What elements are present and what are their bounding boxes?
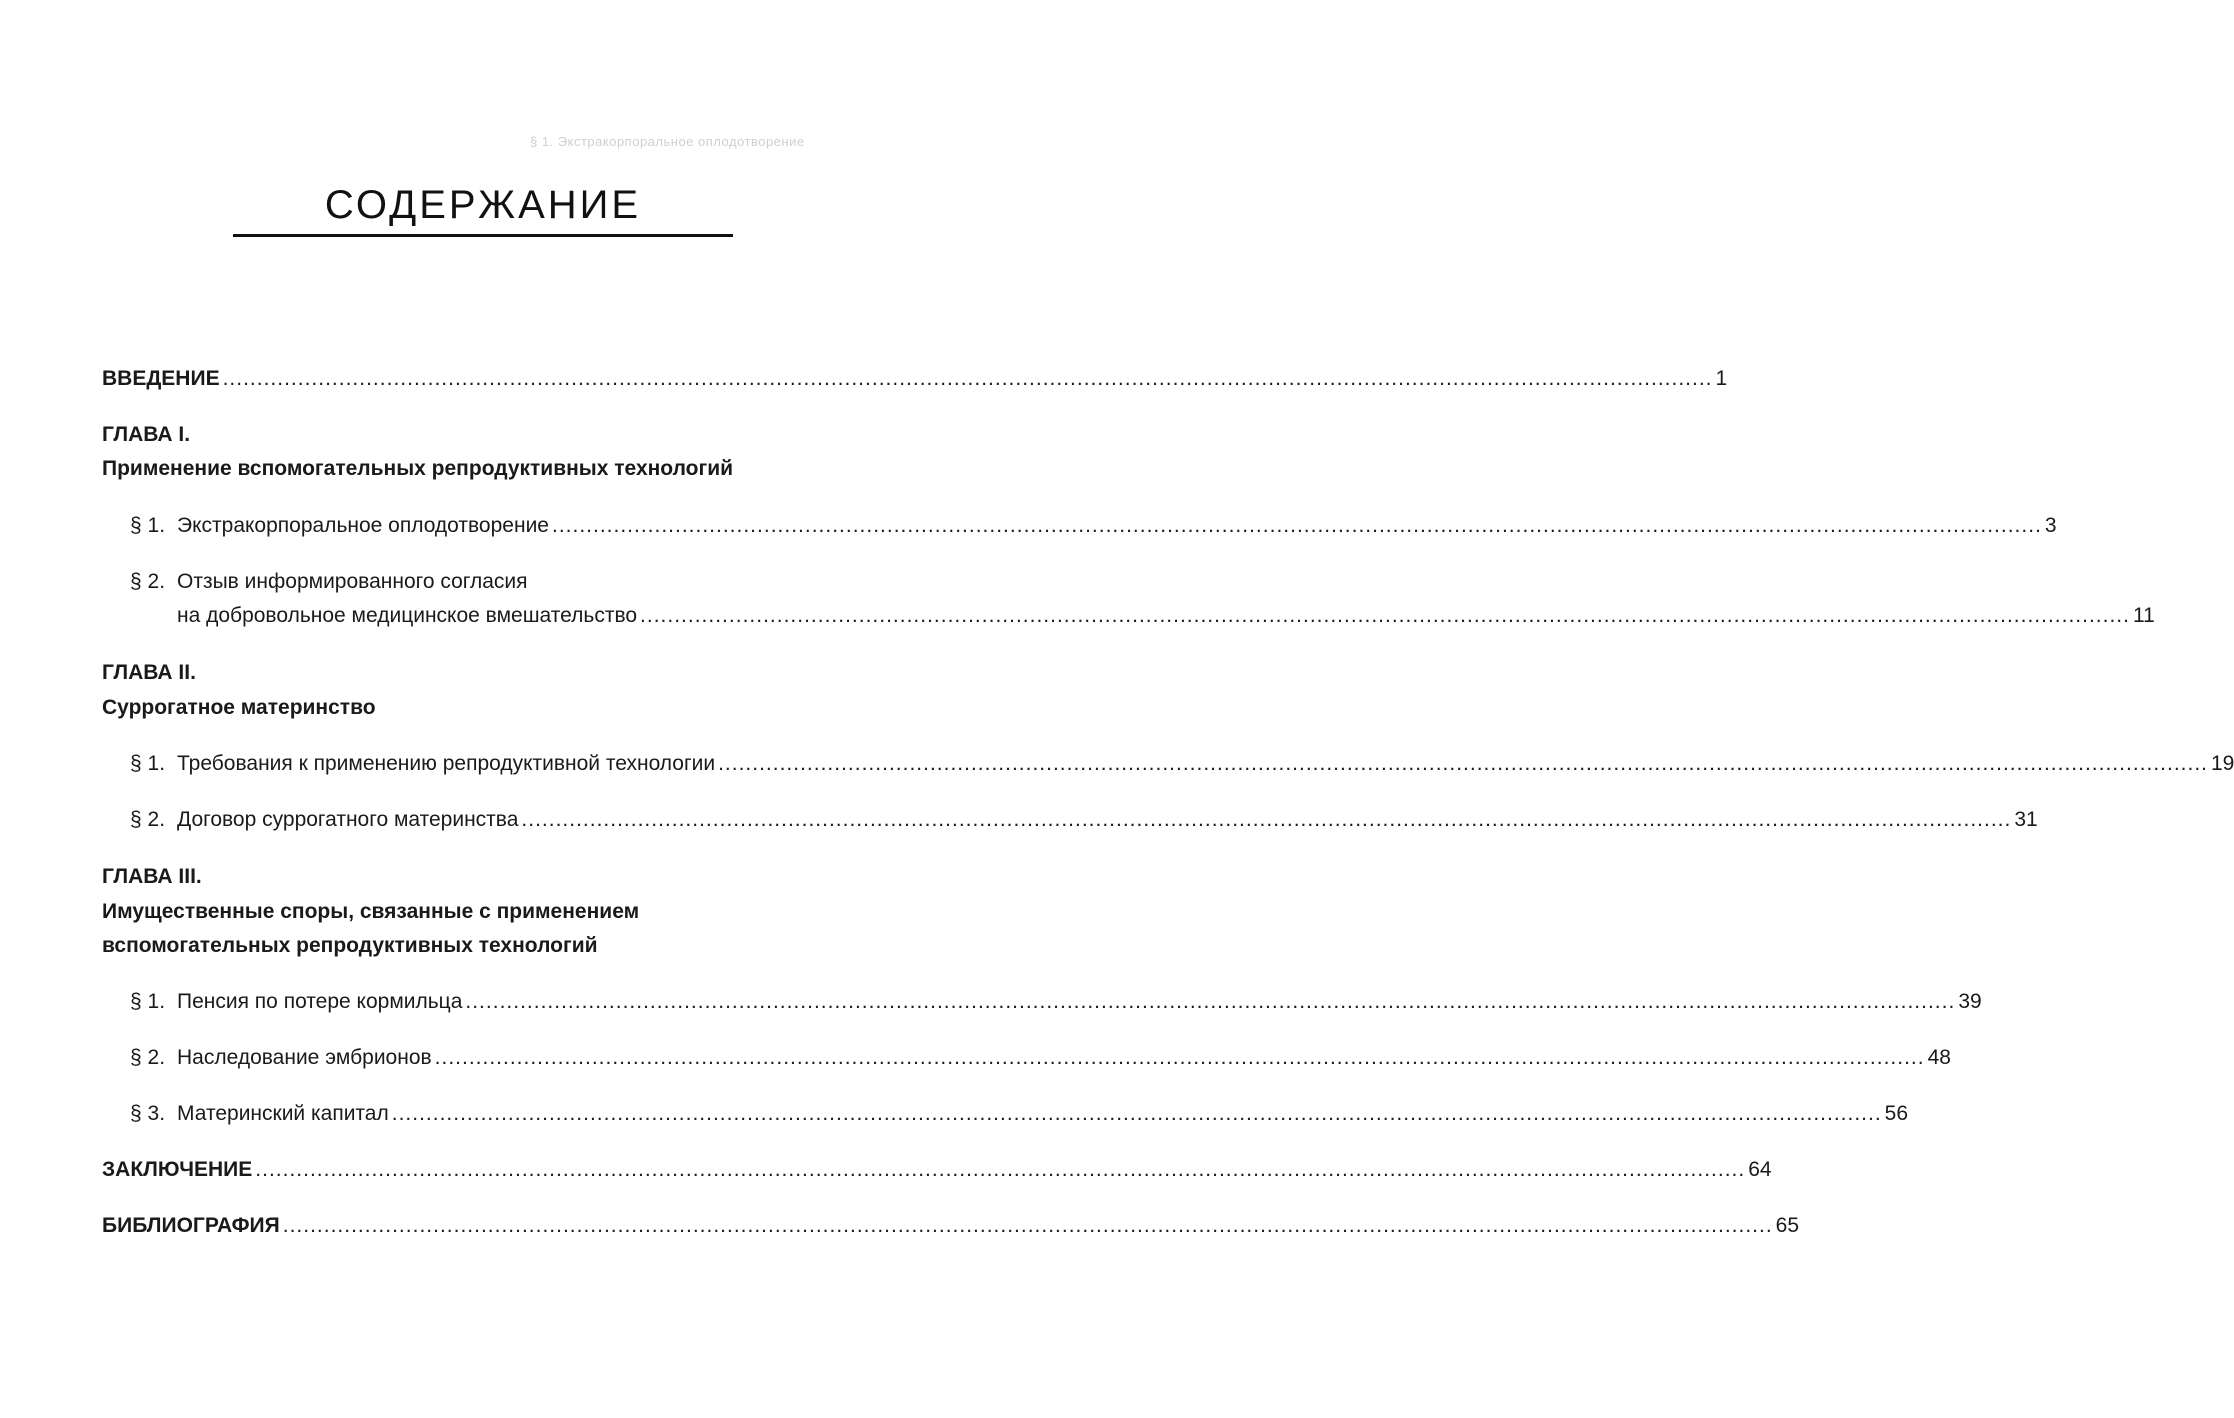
toc-leader-dots: .......................................................................................................................................................................................................................... bbox=[391, 1102, 1882, 1125]
toc-entry-ch1-s2[interactable] bbox=[177, 603, 2155, 629]
title-underline bbox=[233, 234, 733, 237]
toc-entry-label: на добровольное медицинское вмешательство bbox=[177, 604, 638, 627]
section-number: § 2. bbox=[130, 570, 166, 593]
toc-page-number: 48 bbox=[1927, 1046, 1951, 1069]
section-number: § 2. bbox=[130, 1046, 166, 1069]
toc-entry-ch2-s2[interactable] bbox=[130, 807, 2038, 833]
chapter-3-title-line1: Имущественные споры, связанные с применением bbox=[102, 900, 640, 923]
toc-page-number: 1 bbox=[1715, 367, 1728, 390]
running-header-fragment: § 1. Экстракорпоральное оплодотворение bbox=[530, 134, 805, 149]
toc-leader-dots: .......................................................................................................................................................................................................................... bbox=[465, 990, 1956, 1013]
section-number: § 3. bbox=[130, 1102, 166, 1125]
page-title: СОДЕРЖАНИЕ bbox=[324, 183, 642, 227]
section-number: § 1. bbox=[130, 990, 166, 1013]
toc-entry-label: БИБЛИОГРАФИЯ bbox=[102, 1214, 280, 1237]
toc-page-number: 39 bbox=[1958, 990, 1982, 1013]
toc-entry-label: Отзыв информированного согласия bbox=[177, 570, 528, 593]
toc-entry-conclusion[interactable] bbox=[102, 1157, 1772, 1183]
toc-leader-dots: .......................................................................................................................................................................................................................... bbox=[222, 367, 1713, 390]
chapter-3-heading: ГЛАВА III. bbox=[102, 865, 202, 888]
toc-leader-dots: .......................................................................................................................................................................................................................... bbox=[551, 514, 2042, 537]
chapter-1-heading: ГЛАВА I. bbox=[102, 423, 191, 446]
toc-entry-bibliography[interactable] bbox=[102, 1213, 1800, 1239]
toc-page-number: 64 bbox=[1748, 1158, 1772, 1181]
toc-entry-label: ВВЕДЕНИЕ bbox=[102, 367, 220, 390]
toc-page-number: 19 bbox=[2211, 752, 2234, 775]
toc-page-number: 56 bbox=[1884, 1102, 1909, 1125]
chapter-2-heading: ГЛАВА II. bbox=[102, 661, 196, 684]
toc-entry-ch1-s2-line1[interactable] bbox=[130, 569, 528, 595]
toc-entry-intro[interactable] bbox=[102, 366, 1728, 392]
toc-page-number: 65 bbox=[1775, 1214, 1800, 1237]
toc-leader-dots: .......................................................................................................................................................................................................................... bbox=[282, 1214, 1773, 1237]
toc-entry-ch3-s1[interactable] bbox=[130, 989, 1982, 1015]
toc-leader-dots: .......................................................................................................................................................................................................................... bbox=[521, 808, 2012, 831]
section-number: § 2. bbox=[130, 808, 166, 831]
section-number: § 1. bbox=[130, 752, 166, 775]
toc-entry-ch3-s3[interactable] bbox=[130, 1101, 1909, 1127]
toc-entry-ch2-s1[interactable] bbox=[130, 751, 2234, 777]
toc-page-number: 31 bbox=[2014, 808, 2038, 831]
toc-entry-label: Материнский капитал bbox=[177, 1102, 389, 1125]
toc-entry-label: Требования к применению репродуктивной технологии bbox=[177, 752, 716, 775]
toc-entry-label: Наследование эмбрионов bbox=[177, 1046, 432, 1069]
toc-entry-label: Экстракорпоральное оплодотворение bbox=[177, 514, 549, 537]
toc-leader-dots: .......................................................................................................................................................................................................................... bbox=[255, 1158, 1746, 1181]
section-number: § 1. bbox=[130, 514, 166, 537]
toc-leader-dots: .......................................................................................................................................................................................................................... bbox=[640, 604, 2130, 627]
toc-entry-ch1-s1[interactable] bbox=[130, 513, 2057, 539]
toc-entry-label: ЗАКЛЮЧЕНИЕ bbox=[102, 1158, 253, 1181]
toc-entry-ch3-s2[interactable] bbox=[130, 1045, 1951, 1071]
toc-entry-label: Договор суррогатного материнства bbox=[177, 808, 519, 831]
chapter-1-title: Применение вспомогательных репродуктивных технологий bbox=[102, 457, 734, 480]
chapter-3-title-line2: вспомогательных репродуктивных технологий bbox=[102, 934, 598, 957]
chapter-2-title: Суррогатное материнство bbox=[102, 696, 376, 719]
toc-page-number: 11 bbox=[2132, 604, 2155, 627]
toc-page-number: 3 bbox=[2044, 514, 2057, 537]
toc-leader-dots: .......................................................................................................................................................................................................................... bbox=[434, 1046, 1925, 1069]
toc-entry-label: Пенсия по потере кормильца bbox=[177, 990, 463, 1013]
toc-leader-dots: .......................................................................................................................................................................................................................... bbox=[718, 752, 2208, 775]
